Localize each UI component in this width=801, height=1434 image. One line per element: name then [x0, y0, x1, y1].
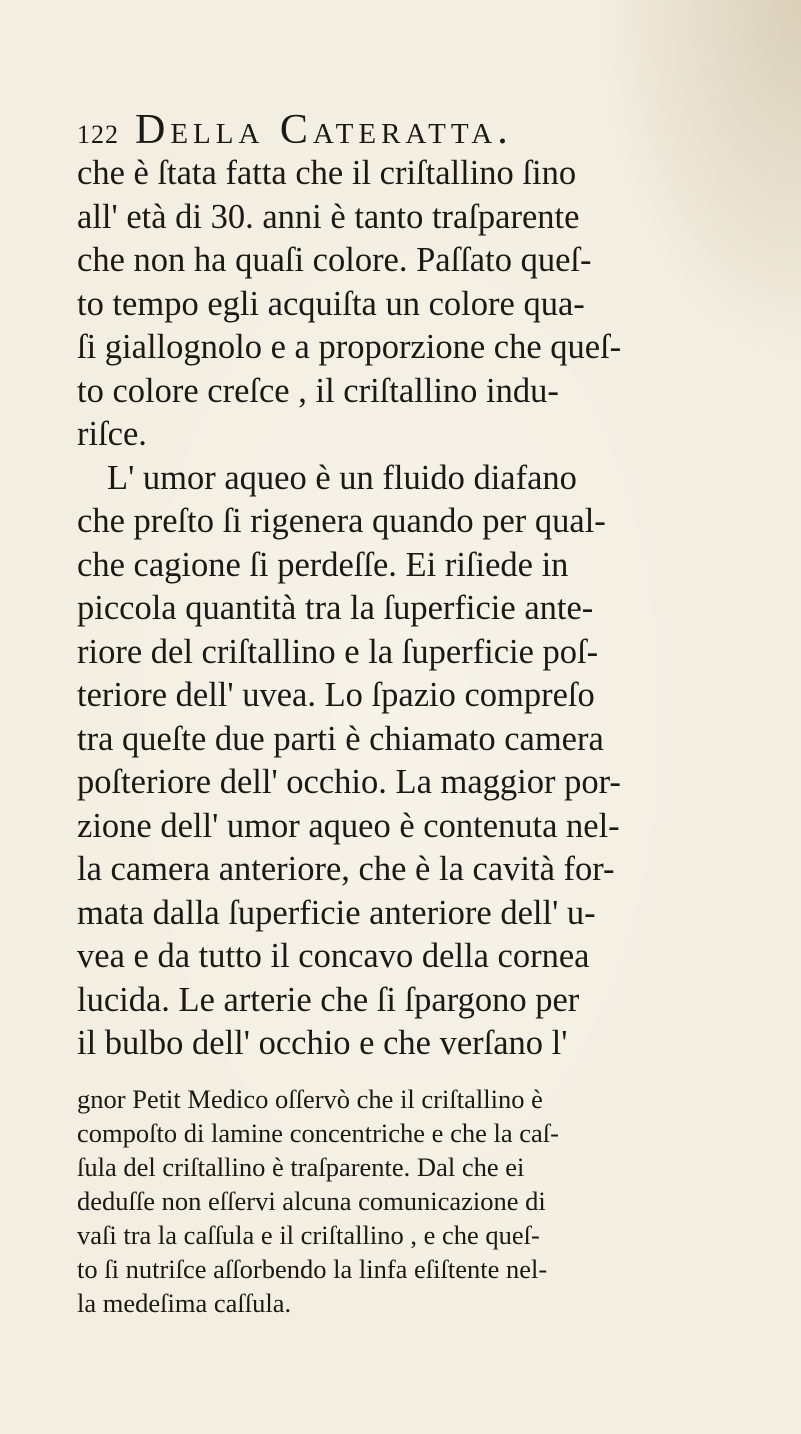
text-line: vea e da tutto il concavo della cornea — [77, 937, 590, 975]
text-line: che non ha quaſi colore. Paſſato queſ- — [77, 241, 592, 279]
footnote-line: compoſto di lamine concentriche e che la caſ- — [77, 1118, 559, 1148]
text-line: il bulbo dell' occhio e che verſano l' — [77, 1024, 568, 1062]
footnote-line: to ſi nutriſce aſſorbendo la linfa eſiſtente nel- — [77, 1254, 548, 1284]
footnote-line: ſula del criſtallino è traſparente. Dal che ei — [77, 1152, 525, 1182]
main-text — [77, 152, 717, 1066]
page-header — [77, 104, 677, 154]
footnote — [77, 1082, 717, 1320]
text-line: all' età di 30. anni è tanto traſparente — [77, 197, 580, 236]
footnote-line: vaſi tra la caſſula e il criſtallino , e che queſ- — [77, 1220, 540, 1250]
running-title: Della Cateratta. — [135, 107, 513, 153]
text-line: che preſto ſi rigenera quando per qual- — [77, 502, 606, 540]
text-line: ſi giallognolo e a proporzione che queſ- — [77, 328, 622, 366]
footnote-line: la medeſima caſſula. — [77, 1288, 292, 1318]
text-line: piccola quantità tra la ſuperficie ante- — [77, 589, 594, 627]
text-line: riſce. — [77, 415, 147, 453]
text-line: zione dell' umor aqueo è contenuta nel- — [77, 806, 620, 845]
page-number: 122 — [77, 120, 119, 149]
footnote-line: deduſſe non eſſervi alcuna comunicazione di — [77, 1186, 546, 1216]
text-line: tra queſte due parti è chiamato camera — [77, 719, 604, 758]
text-line: L' umor aqueo è un fluido diafano — [107, 458, 577, 497]
text-line: che cagione ſi perdeſſe. Ei riſiede in — [77, 545, 569, 584]
text-line: poſteriore dell' occhio. La maggior por- — [77, 763, 621, 801]
text-line: la camera anteriore, che è la cavità for- — [77, 850, 615, 888]
text-line: to colore creſce , il criſtallino indu- — [77, 371, 559, 410]
text-line: che è ſtata fatta che il criſtallino ſino — [77, 154, 577, 192]
text-line: to tempo egli acquiſta un colore qua- — [77, 284, 585, 323]
text-line: riore del criſtallino e la ſuperficie poſ- — [77, 632, 599, 671]
text-line: teriore dell' uvea. Lo ſpazio compreſo — [77, 676, 595, 714]
text-line: mata dalla ſuperficie anteriore dell' u- — [77, 893, 596, 932]
text-line: lucida. Le arterie che ſi ſpargono per — [77, 980, 580, 1019]
footnote-line: gnor Petit Medico oſſervò che il criſtallino è — [77, 1084, 543, 1114]
